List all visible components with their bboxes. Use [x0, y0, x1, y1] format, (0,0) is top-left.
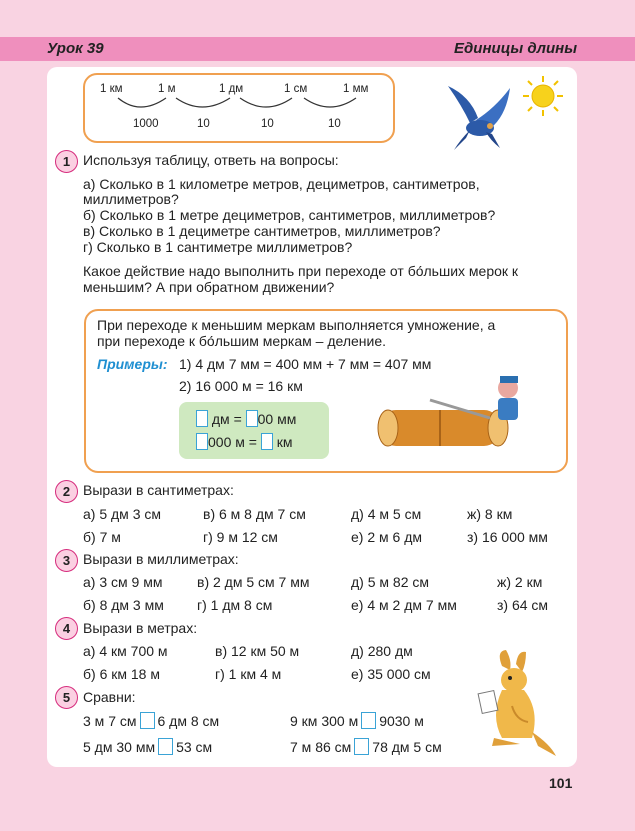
compare-box[interactable]	[354, 738, 369, 755]
task-2-item: е) 2 м 6 дм	[351, 529, 422, 545]
factor-cm-mm: 10	[328, 118, 341, 130]
task-4-item: а) 4 км 700 м	[83, 643, 168, 659]
task-3-item: д) 5 м 82 см	[351, 574, 429, 590]
log-sawing-illustration	[370, 370, 540, 455]
page-number: 101	[549, 775, 573, 791]
rule-line2: при переходе к бо́льшим меркам – деление.	[97, 333, 387, 349]
lesson-number: Урок 39	[47, 40, 104, 57]
task-1-number: 1	[55, 150, 78, 173]
task-1-q-b: б) Сколько в 1 метре дециметров, сантиметров, миллиметров?	[83, 207, 496, 223]
task-3-item: в) 2 дм 5 см 7 мм	[197, 574, 310, 590]
answer-box[interactable]	[196, 410, 208, 427]
task-1-intro: Используя таблицу, ответь на вопросы:	[83, 152, 339, 168]
task-4-item: д) 280 дм	[351, 643, 413, 659]
task-5-title: Сравни:	[83, 689, 136, 705]
compare-left: 5 дм 30 мм	[83, 739, 156, 755]
task-3-item: з) 64 см	[497, 597, 549, 613]
task-4-item: е) 35 000 см	[351, 666, 431, 682]
compare-row	[83, 712, 219, 729]
unit-arcs	[0, 0, 635, 140]
compare-right: 9030 м	[379, 713, 424, 729]
compare-right: 6 дм 8 см	[157, 713, 220, 729]
compare-right: 53 см	[176, 739, 213, 755]
task-1-q-a2: миллиметров?	[83, 191, 179, 207]
task-3-number: 3	[55, 549, 78, 572]
compare-row	[290, 738, 442, 755]
task-2-item: г) 9 м 12 см	[203, 529, 278, 545]
task-2-item: в) 6 м 8 дм 7 см	[203, 506, 306, 522]
swallow-icon	[440, 78, 520, 153]
answer-box[interactable]	[261, 433, 273, 450]
fill1-b: 00 мм	[257, 411, 297, 427]
compare-right: 78 дм 5 см	[372, 739, 442, 755]
lesson-topic: Единицы длины	[454, 40, 577, 57]
task-2-item: ж) 8 км	[467, 506, 513, 522]
factor-km-m: 1000	[133, 118, 159, 130]
task-1-q-a: а) Сколько в 1 километре метров, дециметров, сантиметров,	[83, 176, 480, 192]
compare-box[interactable]	[158, 738, 173, 755]
compare-row	[290, 712, 424, 729]
task-2-title: Вырази в сантиметрах:	[83, 482, 234, 498]
task-2-item: з) 16 000 мм	[467, 529, 548, 545]
rule-line1: При переходе к меньшим меркам выполняется умножение, а	[97, 317, 496, 333]
task-1-q-d: г) Сколько в 1 сантиметре миллиметров?	[83, 239, 353, 255]
task-4-item: б) 6 км 18 м	[83, 666, 160, 682]
task-3-item: е) 4 м 2 дм 7 мм	[351, 597, 457, 613]
task-5-number: 5	[55, 686, 78, 709]
task-4-item: г) 1 км 4 м	[215, 666, 282, 682]
fill-line-2	[196, 433, 292, 450]
task-3-item: а) 3 см 9 мм	[83, 574, 163, 590]
fill2-a: 000 м =	[208, 434, 257, 450]
answer-box[interactable]	[246, 410, 258, 427]
task-3-item: ж) 2 км	[497, 574, 543, 590]
unit-km: 1 км	[100, 83, 123, 95]
factor-dm-cm: 10	[261, 118, 274, 130]
task-3-item: г) 1 дм 8 см	[197, 597, 273, 613]
task-1-q-c: в) Сколько в 1 дециметре сантиметров, миллиметров?	[83, 223, 441, 239]
unit-mm: 1 мм	[343, 83, 369, 95]
examples-label: Примеры:	[97, 356, 168, 372]
task-3-item: б) 8 дм 3 мм	[83, 597, 164, 613]
example-1: 1) 4 дм 7 мм = 400 мм + 7 мм = 407 мм	[179, 356, 432, 372]
compare-left: 7 м 86 см	[290, 739, 352, 755]
fill-line-1	[196, 410, 296, 427]
task-1-q2-line2: меньшим? А при обратном движении?	[83, 279, 335, 295]
kangaroo-illustration	[472, 646, 557, 758]
factor-m-dm: 10	[197, 118, 210, 130]
sun-icon	[522, 75, 564, 117]
task-2-number: 2	[55, 480, 78, 503]
fill1-a: дм =	[211, 411, 242, 427]
answer-box[interactable]	[196, 433, 208, 450]
unit-dm: 1 дм	[219, 83, 244, 95]
task-3-title: Вырази в миллиметрах:	[83, 551, 239, 567]
task-2-item: б) 7 м	[83, 529, 121, 545]
compare-row	[83, 738, 212, 755]
fill2-b: км	[276, 434, 293, 450]
task-4-item: в) 12 км 50 м	[215, 643, 300, 659]
unit-m: 1 м	[158, 83, 176, 95]
compare-box[interactable]	[140, 712, 155, 729]
unit-cm: 1 см	[284, 83, 308, 95]
task-2-item: а) 5 дм 3 см	[83, 506, 161, 522]
task-4-title: Вырази в метрах:	[83, 620, 198, 636]
compare-left: 9 км 300 м	[290, 713, 359, 729]
example-2: 2) 16 000 м = 16 км	[179, 378, 303, 394]
task-4-number: 4	[55, 617, 78, 640]
task-1-q2-line1: Какое действие надо выполнить при переходе от бо́льших мерок к	[83, 263, 519, 279]
compare-left: 3 м 7 см	[83, 713, 137, 729]
compare-box[interactable]	[361, 712, 376, 729]
task-2-item: д) 4 м 5 см	[351, 506, 422, 522]
